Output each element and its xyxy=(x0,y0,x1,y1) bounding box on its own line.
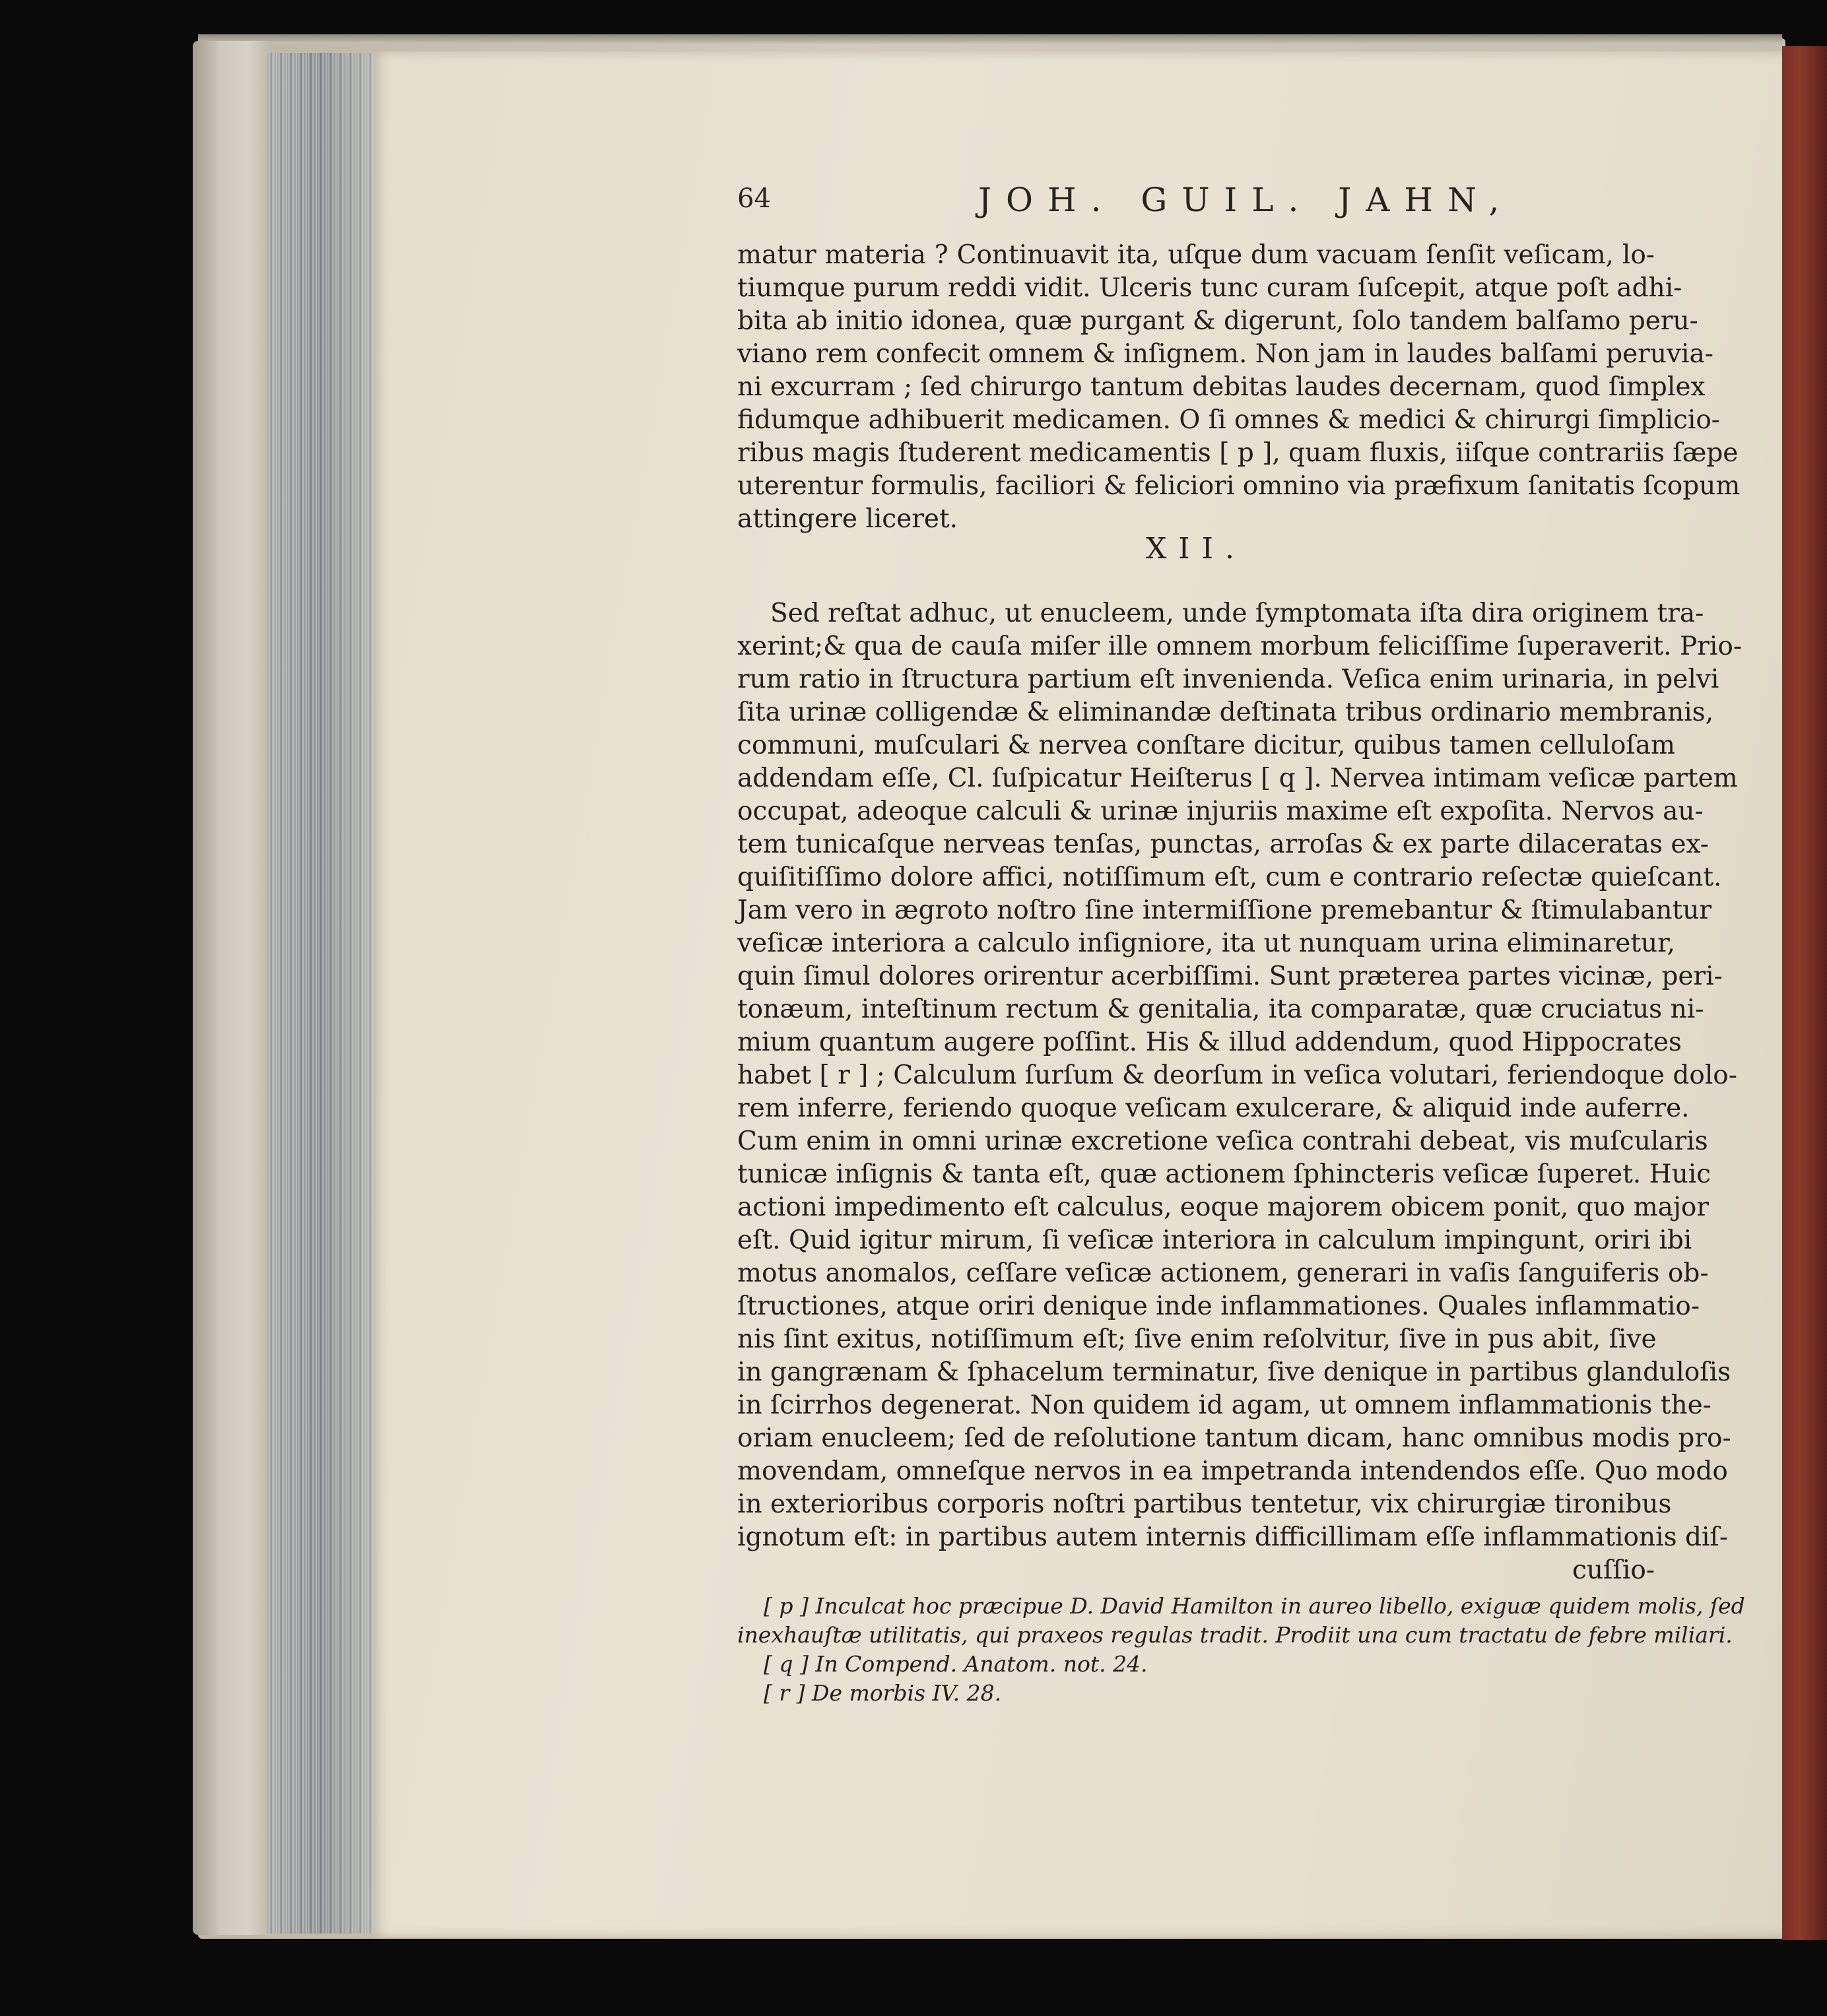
running-head: JOH. GUIL. JAHN, xyxy=(978,181,1514,219)
text-line: actioni impedimento eſt calculus, eoque majorem obicem ponit, quo major xyxy=(737,1192,1710,1222)
text-line: attingere liceret. xyxy=(737,504,958,534)
text-line: ſita urinæ colligendæ & eliminandæ deſtinata tribus ordinario membranis, xyxy=(737,698,1714,727)
text-line: communi, muſculari & nervea conſtare dicitur, quibus tamen celluloſam xyxy=(737,731,1676,760)
text-line: motus anomalos, ceſſare veſicæ actionem, generari in vaſis ſanguiferis ob- xyxy=(737,1258,1709,1288)
footnote: inexhauſtæ utilitatis, qui praxeos regulas tradit. Prodiit una cum tractatu de febre miliari. xyxy=(737,1622,1733,1648)
text-line: xerint;& qua de cauſa miſer ille omnem morbum feliciſſime ſuperaverit. Prio- xyxy=(737,632,1742,661)
text-line: tunicæ inſignis & tanta eſt, quæ actionem ſphincteris veſicæ ſuperet. Huic xyxy=(737,1159,1711,1189)
text-line: movendam, omneſque nervos in ea impetranda intendendos eſſe. Quo modo xyxy=(737,1456,1728,1486)
text-line: occupat, adeoque calculi & urinæ injuriis maxime eſt expoſita. Nervos au- xyxy=(737,797,1704,826)
text-line: ſtructiones, atque oriri denique inde inflammationes. Quales inflammatio- xyxy=(737,1291,1700,1321)
footnote: [ q ] In Compend. Anatom. not. 24. xyxy=(764,1651,1148,1677)
right-cover-edge xyxy=(1782,46,1827,1940)
page-edges-shading xyxy=(267,53,373,1934)
cover-spine-left xyxy=(193,41,272,1935)
text-line: addendam eſſe, Cl. ſuſpicatur Heiſterus [ q ]. Nervea intimam veſicæ partem xyxy=(737,764,1738,793)
footnote: [ p ] Inculcat hoc præcipue D. David Hamilton in aureo libello, exiguæ quidem molis, ſed xyxy=(764,1593,1745,1619)
text-line: in gangrænam & ſphacelum terminatur, ſive denique in partibus glanduloſis xyxy=(737,1357,1731,1387)
text-line: ni excurram ; ſed chirurgo tantum debitas laudes decernam, quod ſimplex xyxy=(737,372,1706,402)
text-line: uterentur formulis, faciliori & feliciori omnino via præfixum ſanitatis ſcopum xyxy=(737,471,1741,501)
text-line: nis ſint exitus, notiſſimum eſt; ſive enim reſolvitur, ſive in pus abit, ſive xyxy=(737,1324,1657,1354)
text-line: ignotum eſt: in partibus autem internis difficillimam eſſe inflammationis diſ- xyxy=(737,1522,1729,1552)
page-header xyxy=(737,183,1655,230)
text-line: fidumque adhibuerit medicamen. O ſi omnes & medici & chirurgi ſimplicio- xyxy=(737,405,1720,435)
text-line: veſicæ interiora a calculo inſigniore, ita ut nunquam urina eliminaretur, xyxy=(737,928,1675,958)
text-line: quin ſimul dolores orirentur acerbiſſimi. Sunt præterea partes vicinæ, peri- xyxy=(737,961,1723,991)
footnote: [ r ] De morbis IV. 28. xyxy=(764,1680,1002,1706)
text-line: rum ratio in ſtructura partium eſt invenienda. Veſica enim urinaria, in pelvi xyxy=(737,665,1719,694)
text-line: Sed reſtat adhuc, ut enucleem, unde ſymptomata iſta dira originem tra- xyxy=(770,599,1704,628)
text-line: eſt. Quid igitur mirum, ſi veſicæ interiora in calculum impingunt, oriri ibi xyxy=(737,1225,1692,1255)
section-heading: XII. xyxy=(1145,532,1247,566)
text-line: quiſitiſſimo dolore affici, notiſſimum eſt, cum e contrario reſectæ quieſcant. xyxy=(737,862,1722,892)
text-line: tem tunicaſque nerveas tenſas, punctas, arroſas & ex parte dilaceratas ex- xyxy=(737,829,1709,859)
top-page-edge xyxy=(198,34,1782,44)
text-line: Jam vero in ægroto noſtro ſine intermiſſione premebantur & ſtimulabantur xyxy=(737,895,1711,925)
text-line: Cum enim in omni urinæ excretione veſica contrahi debeat, vis muſcularis xyxy=(737,1126,1708,1156)
text-line: in ſcirrhos degenerat. Non quidem id agam, ut omnem inflammationis the- xyxy=(737,1390,1711,1420)
text-line: bita ab initio idonea, quæ purgant & digerunt, ſolo tandem balſamo peru- xyxy=(737,306,1698,336)
catchword: cuſſio- xyxy=(1572,1555,1655,1585)
text-line: ribus magis ſtuderent medicamentis [ p ], quam fluxis, iiſque contrariis ſæpe xyxy=(737,438,1739,468)
text-line: tiumque purum reddi vidit. Ulceris tunc curam ſuſcepit, atque poſt adhi- xyxy=(737,273,1682,303)
text-line: viano rem confecit omnem & inſignem. Non jam in laudes balſami peruvia- xyxy=(737,339,1713,369)
text-line: tonæum, inteſtinum rectum & genitalia, ita comparatæ, quæ cruciatus ni- xyxy=(737,994,1704,1024)
page-number: 64 xyxy=(737,183,771,214)
text-line: habet [ r ] ; Calculum ſurſum & deorſum in veſica volutari, feriendoque dolo- xyxy=(737,1060,1737,1090)
text-line: matur materia ? Continuavit ita, uſque dum vacuam ſenſit veſicam, lo- xyxy=(737,240,1655,270)
text-line: oriam enucleem; ſed de reſolutione tantum dicam, hanc omnibus modis pro- xyxy=(737,1423,1731,1453)
text-line: mium quantum augere poſſint. His & illud addendum, quod Hippocrates xyxy=(737,1027,1682,1057)
text-line: rem inferre, feriendo quoque veſicam exulcerare, & aliquid inde auferre. xyxy=(737,1093,1690,1123)
text-line: in exterioribus corporis noſtri partibus tentetur, vix chirurgiæ tironibus xyxy=(737,1489,1672,1519)
